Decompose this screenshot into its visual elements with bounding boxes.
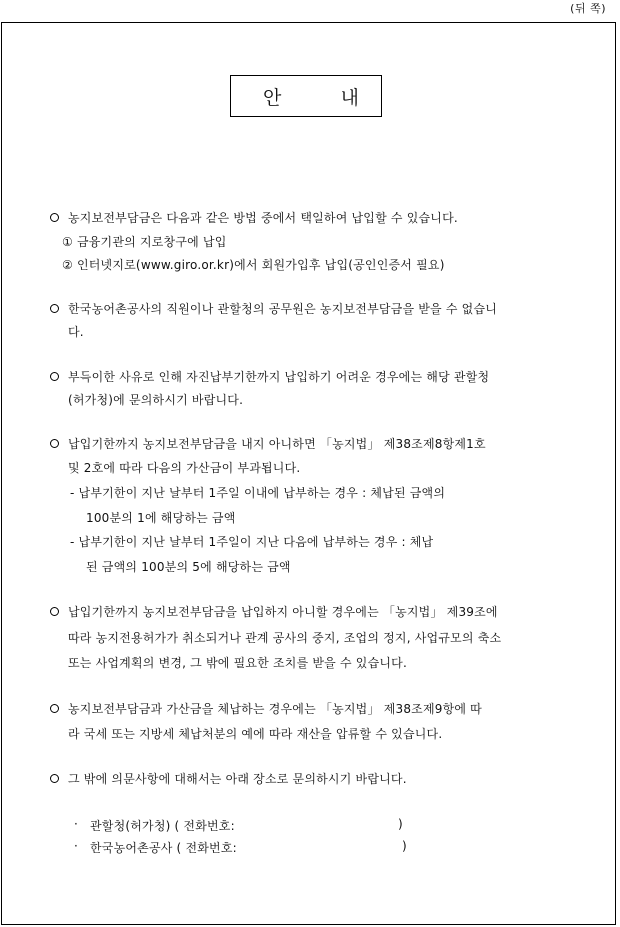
circle-bullet-icon [50,372,59,381]
circle-bullet-icon [50,704,59,713]
item-5-line-1: 납입기한까지 농지보전부담금을 납입하지 아니할 경우에는 「농지법」 제39조에 [68,605,498,619]
payment-method-1: ① 금융기관의 지로창구에 납입 [62,235,227,249]
contact-2-label: 한국농어촌공사 ( 전화번호: [90,841,237,855]
title-text-left: 안 [263,87,282,109]
circle-bullet-icon [50,213,59,222]
circle-bullet-icon [50,439,59,448]
title-box [230,75,382,117]
item-6-line-2: 라 국세 또는 지방세 체납처분의 예에 따라 재산을 압류할 수 있습니다. [68,727,443,741]
circle-bullet-icon [50,774,59,783]
item-2-line-1: 한국농어촌공사의 직원이나 관할청의 공무원은 농지보전부담금을 받을 수 없습니 [68,302,498,316]
item-3-line-1: 부득이한 사유로 인해 자진납부기한까지 납입하기 어려운 경우에는 해당 관할청 [68,370,490,384]
item-2-line-2: 다. [68,325,84,339]
item-1-line-1: 농지보전부담금은 다음과 같은 방법 중에서 택일하여 납입할 수 있습니다. [68,211,458,225]
circle-bullet-icon [50,607,59,616]
contact-1-label: 관할청(허가청) ( 전화번호: [90,819,235,833]
item-4-line-2: 및 2호에 따라 다음의 가산금이 부과됩니다. [68,461,301,475]
surcharge-1-line-2: 100분의 1에 해당하는 금액 [86,511,236,525]
title-text-right: 내 [340,87,359,109]
item-5-line-3: 또는 사업계획의 변경, 그 밖에 필요한 조치를 받을 수 있습니다. [68,656,407,670]
surcharge-1-line-1: - 납부기한이 지난 날부터 1주일 이내에 납부하는 경우 : 체납된 금액의 [70,486,446,500]
document-frame [1,22,616,925]
contact-2-close: ) [402,839,407,853]
item-5-line-2: 따라 농지전용허가가 취소되거나 관계 공사의 중지, 조업의 정지, 사업규모의 축소 [68,631,502,645]
page-side-label: (뒤 쪽) [570,2,606,15]
circle-bullet-icon [50,304,59,313]
item-4-line-1: 납입기한까지 농지보전부담금을 내지 아니하면 「농지법」 제38조제8항제1호 [68,437,486,451]
item-6-line-1: 농지보전부담금과 가산금을 체납하는 경우에는 「농지법」 제38조제9항에 따 [68,702,482,716]
payment-method-2: ② 인터넷지로(www.giro.or.kr)에서 회원가입후 납입(공인인증서 필요) [62,258,445,272]
surcharge-2-line-2: 된 금액의 100분의 5에 해당하는 금액 [86,560,291,574]
item-3-line-2: (허가청)에 문의하시기 바랍니다. [68,393,244,407]
contact-1-bullet: · [74,817,79,831]
surcharge-2-line-1: - 납부기한이 지난 날부터 1주일이 지난 다음에 납부하는 경우 : 체납 [70,535,434,549]
contact-2-bullet: · [74,839,79,853]
contact-1-close: ) [398,817,403,831]
item-7-line-1: 그 밖에 의문사항에 대해서는 아래 장소로 문의하시기 바랍니다. [68,772,407,786]
